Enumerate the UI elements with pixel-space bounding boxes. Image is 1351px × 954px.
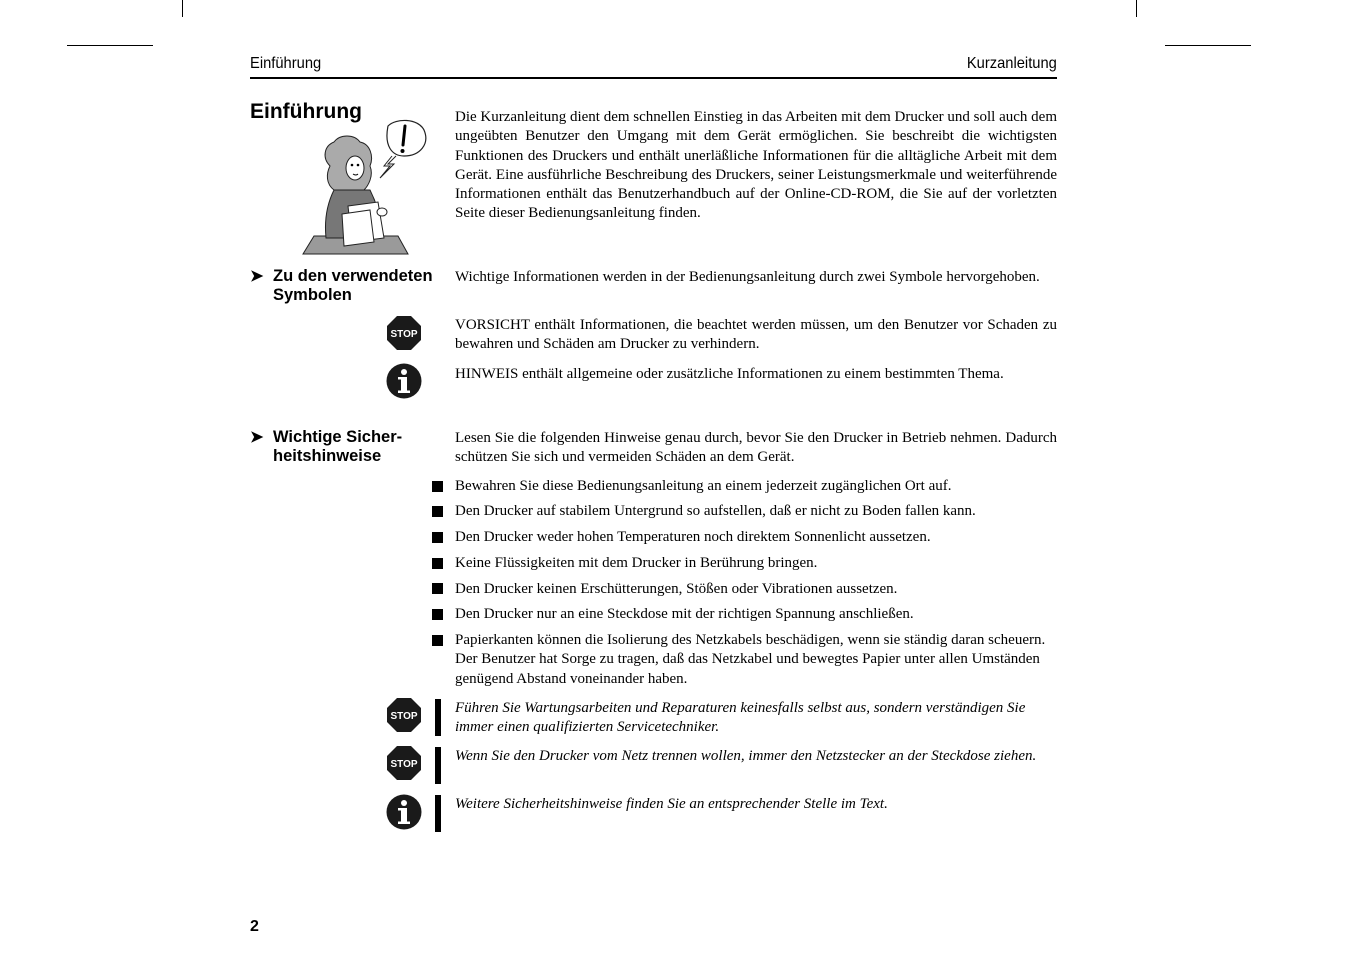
bullet-square-icon [432,558,443,569]
arrow-right-icon: ➤ [250,429,264,446]
safety-intro-text: Lesen Sie die folgenden Hinweise genau durch, bevor Sie den Drucker in Betrieb nehmen. Dadurch schützen Sie sich und vermeiden Schäden an dem Gerät. [455,430,1057,466]
bullet-square-icon [432,506,443,517]
list-item: Den Drucker nur an eine Steckdose mit der richtigen Spannung anschließen. [455,606,914,622]
section-heading-line2: heitshinweise [273,447,382,465]
header-left: Einführung [250,55,322,72]
section-heading-text: Zu den verwendeten Symbolen [273,267,433,304]
symbols-intro-text: Wichtige Informationen werden in der Bedienungsanleitung durch zwei Symbole hervorgehoben. [455,269,1040,285]
bullet-square-icon [432,609,443,620]
reader-illustration [300,118,430,258]
note-text: Führen Sie Wartungsarbeiten und Reparaturen keinesfalls selbst aus, sondern verständigen Sie immer einen qualifizierten Servicetechniker. [455,700,1026,736]
stop-sign-label: STOP [390,329,418,340]
stop-sign-icon [386,745,422,781]
list-item: Den Drucker keinen Erschütterungen, Stößen oder Vibrationen aussetzen. [455,581,898,597]
crop-mark [1136,0,1137,17]
bullet-square-icon [432,532,443,543]
header-rule [250,77,1057,79]
arrow-right-icon: ➤ [250,268,264,285]
change-bar [435,699,441,736]
info-icon [386,363,422,399]
bullet-square-icon [432,481,443,492]
stop-sign-label: STOP [390,759,418,770]
bullet-square-icon [432,583,443,594]
section-heading-line1: Wichtige Sicher- [273,428,403,446]
change-bar [435,795,441,832]
list-item: Den Drucker auf stabilem Untergrund so aufstellen, daß er nicht zu Boden fallen kann. [455,503,976,519]
stop-sign-label: STOP [390,711,418,722]
page-title: Einführung [250,100,362,123]
bullet-square-icon [432,635,443,646]
intro-text: Die Kurzanleitung dient dem schnellen Einstieg in das Arbeiten mit dem Drucker und soll auch dem ungeübten Benutzer den Umgang mit dem Gerät ermöglichen. Sie beschreibt die wichtigsten Funktionen des Druckers und enthält unerläßliche Informationen für die alltägliche Arbeit mit dem Gerät. Eine ausführliche Beschreibung des Druckers, seiner Leistungsmerkmale und weiterführende Informationen enthält das Benutzerhandbuch auf der Online-CD-ROM, die Sie auf der vorletzten Seite dieser Bedienungsanleitung finden. [455,109,1057,222]
info-icon [386,794,422,830]
change-bar [435,747,441,784]
list-item: Bewahren Sie diese Bedienungsanleitung an einem jederzeit zugänglichen Ort auf. [455,478,952,494]
list-item: Papierkanten können die Isolierung des Netzkabels beschädigen, wenn sie ständig daran scheuern. Der Benutzer hat Sorge zu tragen, daß das Netzkabel und bewegtes Papier unter allen Umständen genügend Abstand voneinander haben. [455,632,1046,687]
vorsicht-text: VORSICHT enthält Informationen, die beachtet werden müssen, um den Benutzer vor Schaden zu bewahren und Schäden am Drucker zu verhindern. [455,317,1057,353]
hinweis-text: HINWEIS enthält allgemeine oder zusätzliche Informationen zu einem bestimmten Thema. [455,366,1004,382]
crop-mark [182,0,183,17]
crop-mark [1165,45,1251,46]
header-right: Kurzanleitung [966,55,1057,72]
section-heading-text [273,428,453,466]
page-number: 2 [250,918,259,935]
note-text: Weitere Sicherheitshinweise finden Sie an entsprechender Stelle im Text. [455,796,888,812]
stop-sign-icon [386,697,422,733]
list-item: Keine Flüssigkeiten mit dem Drucker in Berührung bringen. [455,555,818,571]
crop-mark [67,45,153,46]
stop-sign-icon [386,315,422,351]
note-text: Wenn Sie den Drucker vom Netz trennen wollen, immer den Netzstecker an der Steckdose ziehen. [455,748,1037,764]
list-item: Den Drucker weder hohen Temperaturen noch direktem Sonnenlicht aussetzen. [455,529,931,545]
